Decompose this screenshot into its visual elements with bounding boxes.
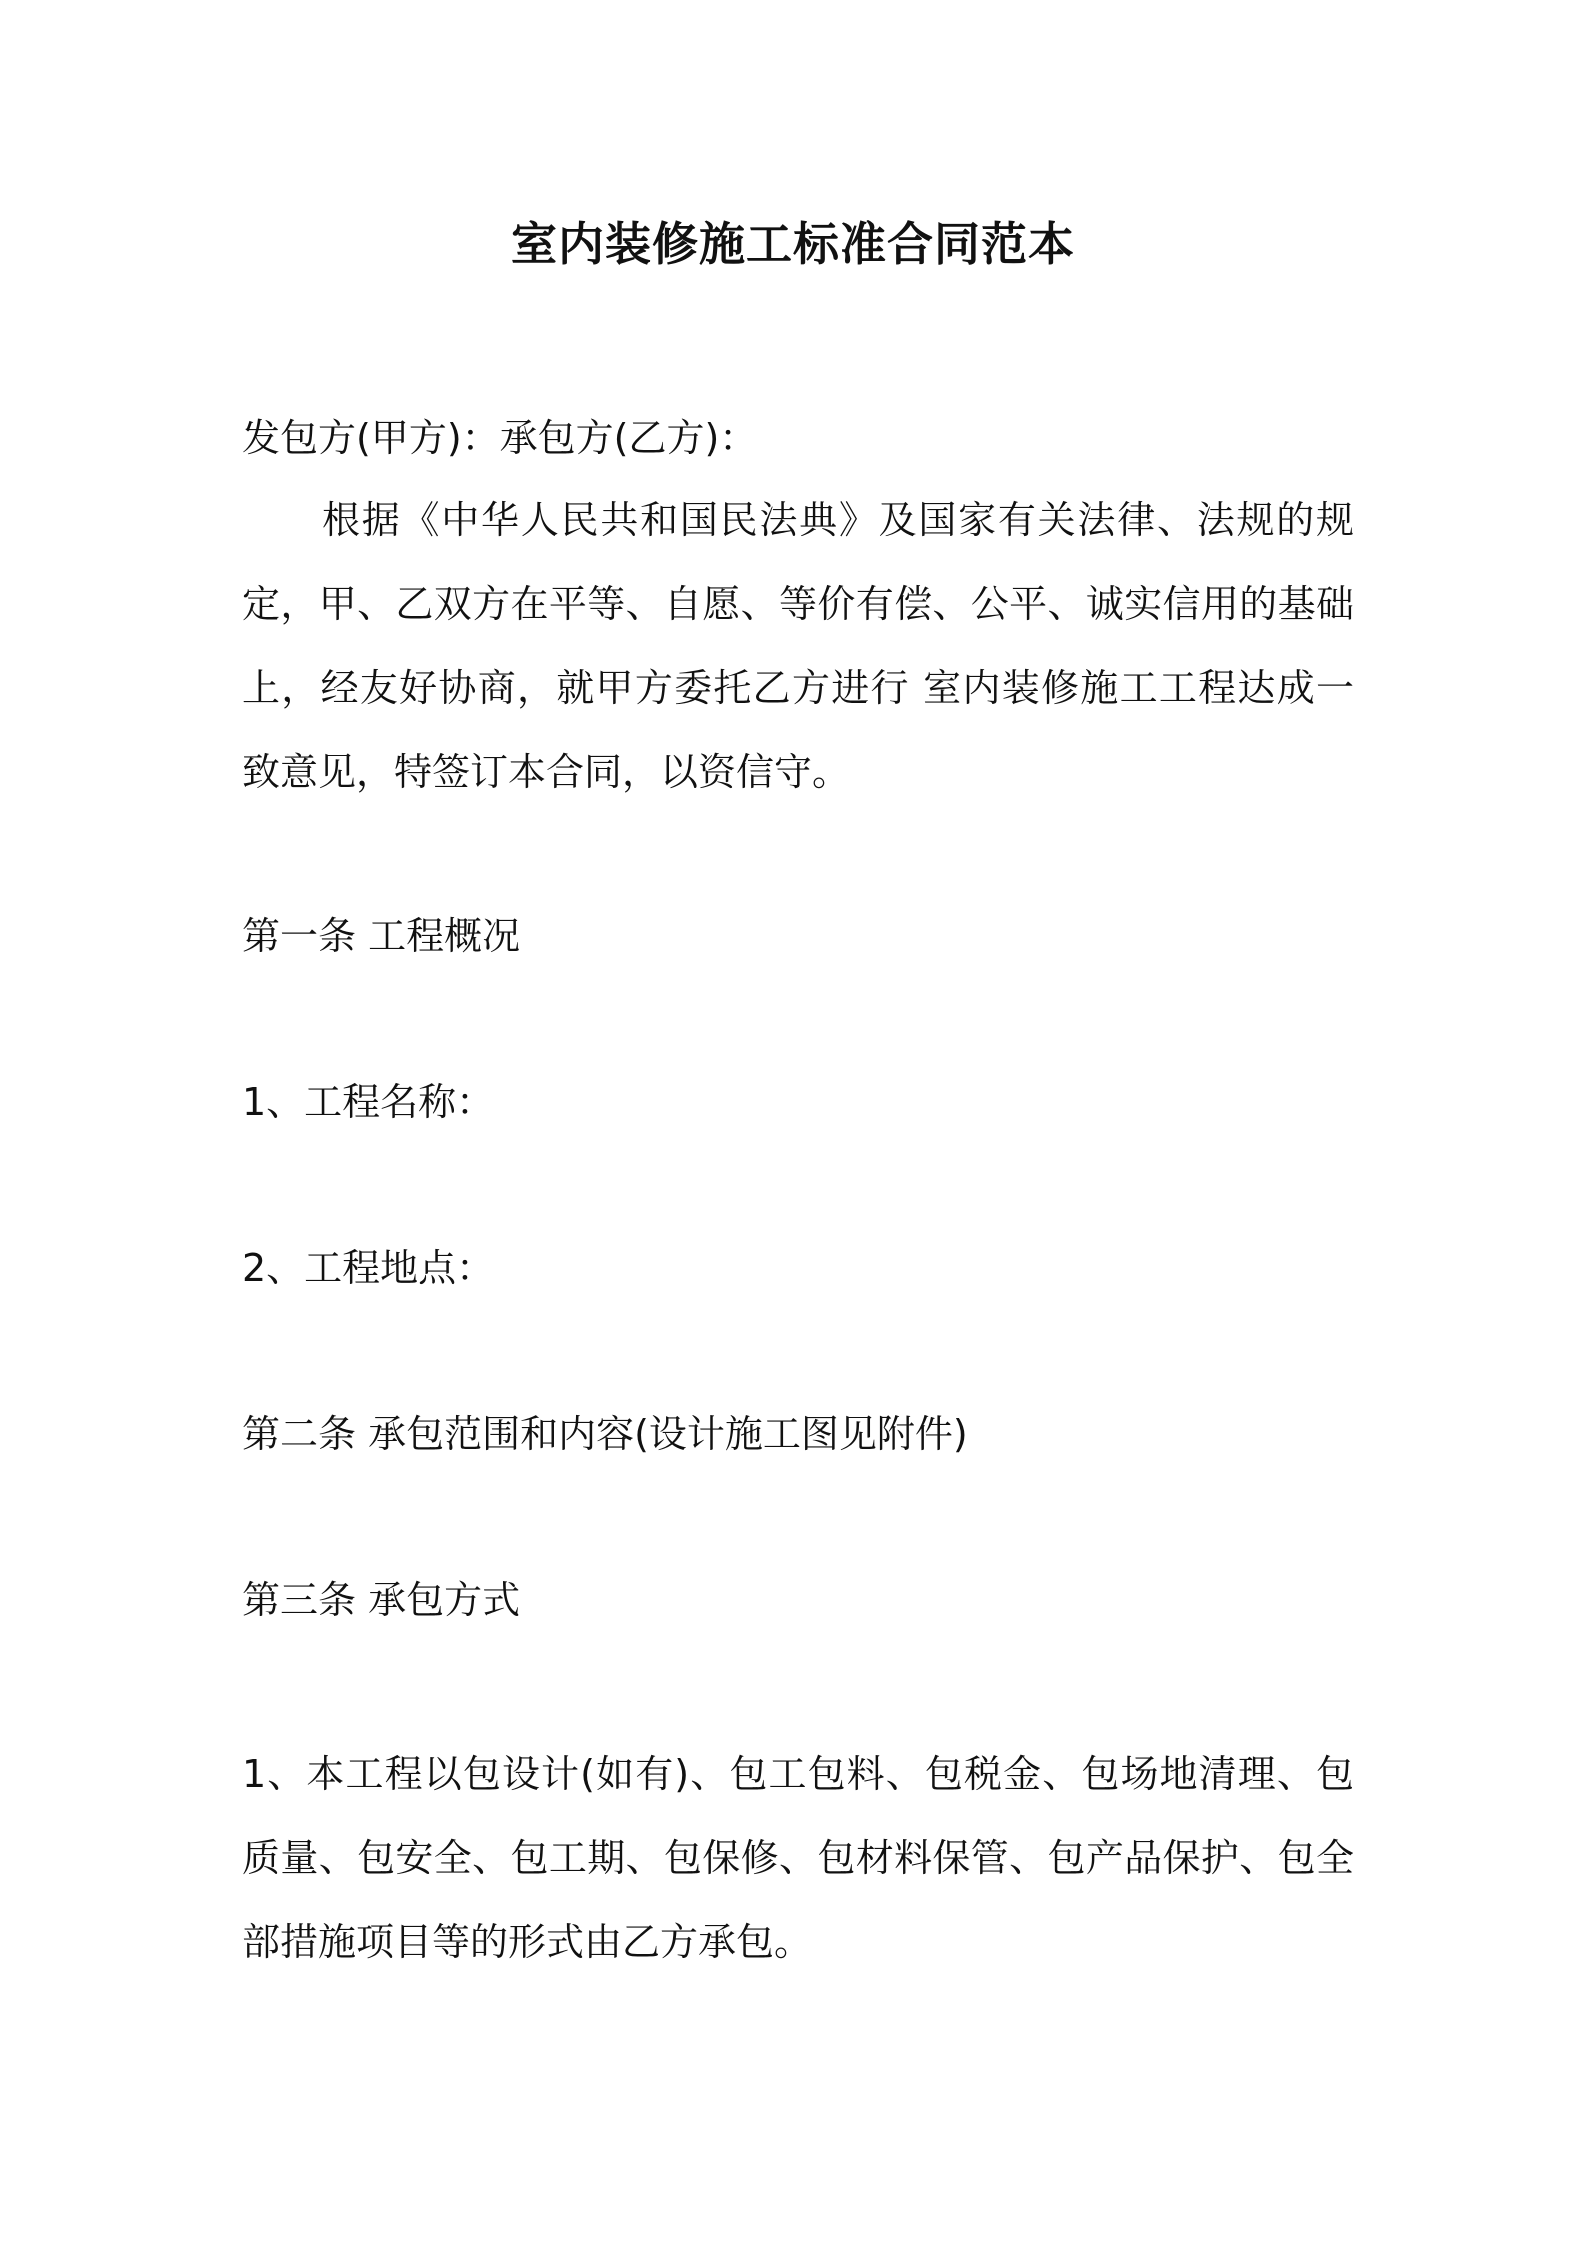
article-3-heading: 第三条 承包方式	[242, 1578, 521, 1622]
parties-line: 发包方(甲方)：承包方(乙方)：	[242, 416, 758, 460]
preamble-paragraph: 根据《中华人民共和国民法典》及国家有关法律、法规的规定，甲、乙双方在平等、自愿、等价有偿、公平、诚实信用的基础上，经友好协商，就甲方委托乙方进行 室内装修施工工程达成一致意见，特签订本合同，以资信守。	[242, 498, 1354, 794]
project-location-item: 2、工程地点：	[242, 1246, 495, 1290]
article-3-item-1: 1、本工程以包设计(如有)、包工包料、包税金、包场地清理、包质量、包安全、包工期、包保修、包材料保管、包产品保护、包全部措施项目等的形式由乙方承包。	[242, 1752, 1354, 1964]
project-name-item: 1、工程名称：	[242, 1080, 495, 1124]
article-1-heading: 第一条 工程概况	[242, 914, 521, 958]
article-2-heading: 第二条 承包范围和内容(设计施工图见附件)	[242, 1412, 968, 1456]
document-title: 室内装修施工标准合同范本	[511, 217, 1075, 271]
